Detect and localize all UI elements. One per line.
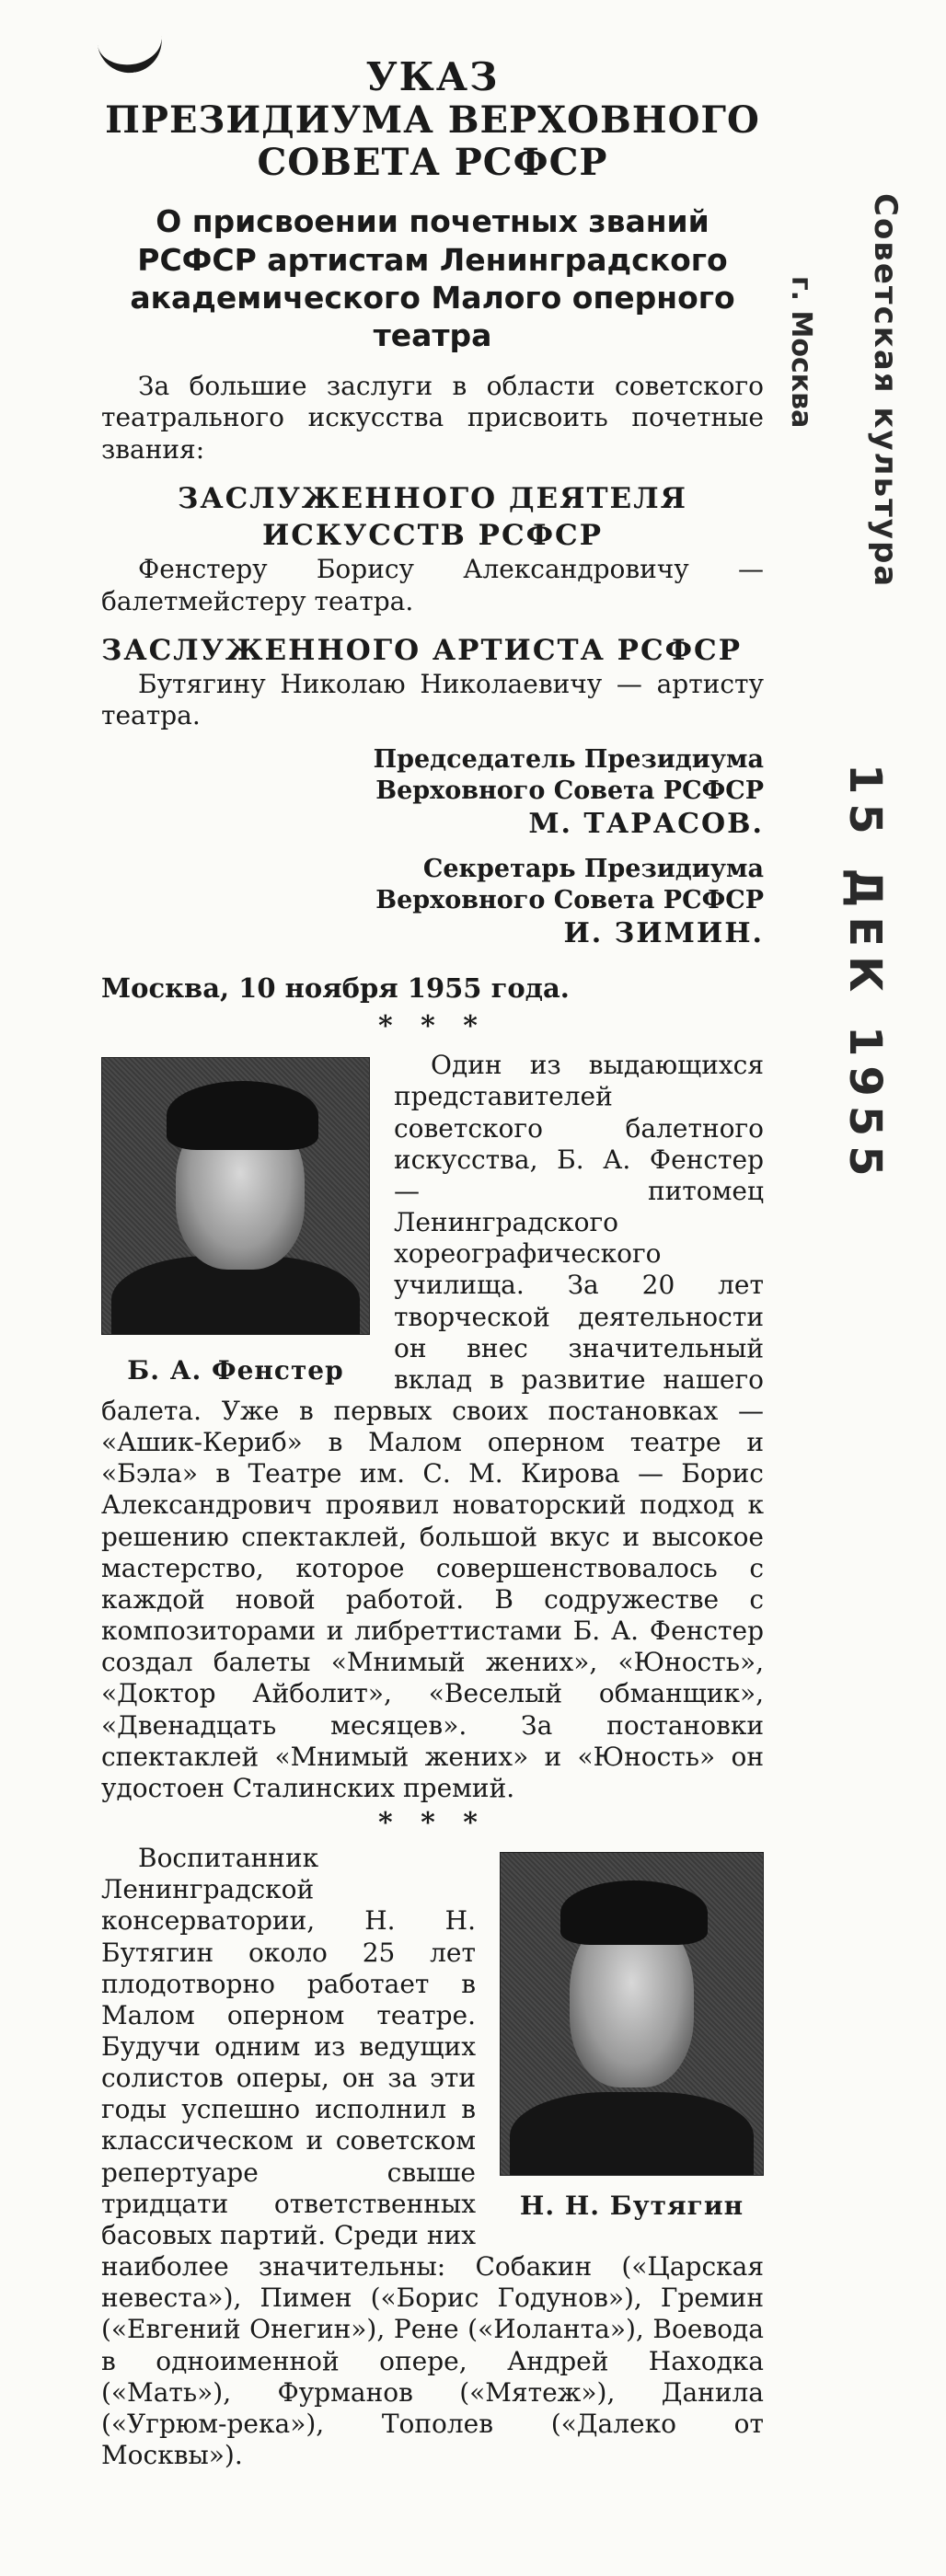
newspaper-clipping — [101, 55, 764, 2471]
date-stamp: 15 ДЕК 1955 — [839, 764, 891, 1186]
chair-role-line-2: Верховного Совета РСФСР — [375, 776, 764, 806]
award-2-title: ЗАСЛУЖЕННОГО АРТИСТА РСФСР — [101, 633, 743, 667]
award-1-title-line-2: ИСКУССТВ РСФСР — [261, 519, 604, 553]
award-1-recipient: Фенстеру Борису Александровичу — балетмейстеру театра. — [101, 554, 764, 616]
fenster-article — [101, 1050, 764, 1804]
award-1-title-line-1: ЗАСЛУЖЕННОГО ДЕЯТЕЛЯ — [178, 481, 687, 515]
decree-subject: О присвоении почетных званий РСФСР артистам Ленинградского академического Малого оперного театра — [130, 203, 735, 354]
butyagin-caption: Н. Н. Бутягин — [519, 2191, 744, 2222]
chair-signature — [101, 744, 764, 841]
butyagin-article — [101, 1843, 764, 2471]
secretary-name: И. ЗИМИН. — [563, 916, 764, 949]
decree-preamble: За большие заслуги в области советского театрального искусства присвоить почетные звания: — [101, 371, 764, 465]
secretary-role-line-1: Секретарь Президиума — [422, 855, 764, 884]
fenster-caption: Б. А. Фенстер — [127, 1355, 344, 1386]
decree-heading-line-2: ПРЕЗИДИУМА ВЕРХОВНОГО — [105, 98, 760, 143]
city-stamp: г. Москва — [785, 276, 817, 429]
section-separator-2: * * * — [378, 1807, 487, 1840]
butyagin-figure — [500, 1852, 764, 2221]
secretary-signature — [101, 854, 764, 950]
award-1-title — [101, 480, 764, 555]
section-separator-1: * * * — [378, 1010, 487, 1043]
fenster-portrait — [101, 1057, 370, 1335]
butyagin-text: Воспитанник Ленинградской консерватории, Н. Н. Бутягин около 25 лет плодотворно работает в Малом оперном театре. Будучи одним из ведущих солистов оперы, он за эти годы успешно исполнил в классическом и советском репертуаре свыше тридцати ответственных басовых партий. Среди них наиболее значительны: Собакин («Царская невеста»), Пимен («Борис Годунов»), Гремин («Евгений Онегин»), Рене («Иоланта»), Воевода в одноименной опере, Андрей Находка («Мать»), Фурманов («Мятеж»), Данила («Угрюм-река»), Тополев («Далеко от Москвы»). — [101, 1843, 764, 2470]
award-2-recipient: Бутягину Николаю Николаевичу — артисту театра. — [101, 668, 764, 731]
decree-heading-line-1: УКАЗ — [365, 54, 500, 99]
chair-role-line-1: Председатель Президиума — [373, 745, 764, 775]
decree-heading — [101, 55, 764, 184]
decree-date: Москва, 10 ноября 1955 года. — [101, 972, 570, 1005]
butyagin-portrait — [500, 1852, 764, 2176]
decree-heading-line-3: СОВЕТА РСФСР — [257, 141, 608, 185]
fenster-text: Один из выдающихся представителей советского балетного искусства, Б. А. Фенстер — питомец Ленинградского хореографического училища. За 20 лет творческой деятельности он внес значительный вклад в развитие нашего балета. Уже в первых своих постановках — «Ашик-Кериб» в Малом оперном театре и «Бэла» в Театре им. С. М. Кирова — Борис Александрович проявил новаторский подход к решению спектаклей, большой вкус и высокое мастерство, которое совершенствовалось с каждой новой работой. В содружестве с композиторами и либреттистами Б. А. Фенстер создал балеты «Мнимый жених», «Юность», «Доктор Айболит», «Веселый обманщик», «Двенадцать месяцев». За постановки спектаклей «Мнимый жених» и «Юность» он удостоен Сталинских премий. — [101, 1050, 764, 1803]
newspaper-stamp: Советская культура — [867, 193, 904, 589]
fenster-figure — [101, 1057, 370, 1386]
chair-name: М. ТАРАСОВ. — [528, 807, 764, 840]
secretary-role-line-2: Верховного Совета РСФСР — [375, 886, 764, 915]
